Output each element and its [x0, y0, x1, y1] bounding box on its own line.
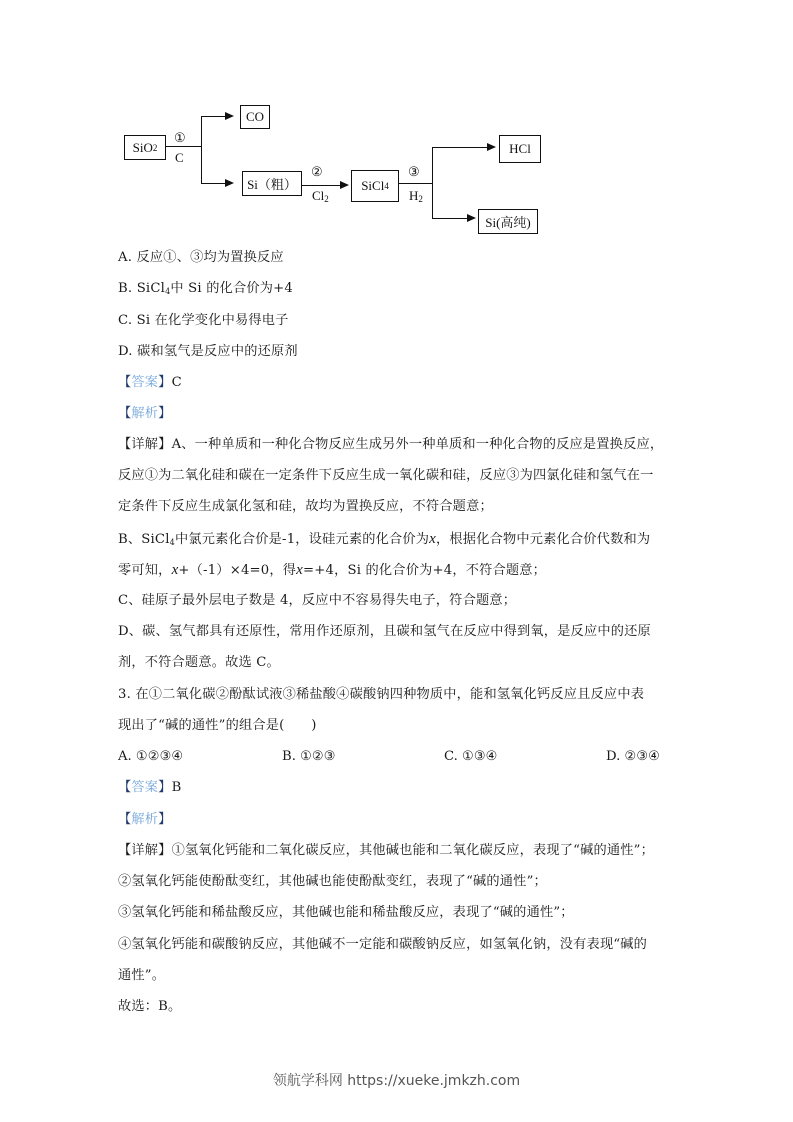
connector-line	[201, 183, 226, 184]
q3-option-a: A. ①②③④	[118, 749, 184, 764]
q2-detail-b-line1: B、SiCl4中氯元素化合价是-1，设硅元素的化合价为x，根据化合物中元素化合价代数和为	[118, 531, 651, 547]
q2-option-d: D. 碳和氢气是反应中的还原剂	[118, 344, 298, 359]
connector-line	[165, 146, 201, 147]
reaction-flow-diagram	[0, 0, 793, 250]
q2-detail-c: C、硅原子最外层电子数是 4，反应中不容易得失电子，符合题意；	[118, 593, 517, 608]
connector-line	[432, 147, 433, 218]
arrow-icon	[467, 214, 476, 222]
connector-line	[432, 147, 488, 148]
connector-line	[201, 116, 226, 117]
node-si-pure: Si(高纯)	[478, 209, 538, 234]
q2-option-c: C. Si 在化学变化中易得电子	[118, 313, 289, 328]
connector-line	[201, 116, 202, 183]
q3-detail-line: ④氢氧化钙能和碳酸钠反应，其他碱不一定能和碳酸钠反应，如氢氧化钠，没有表现“碱的	[118, 937, 648, 952]
q2-detail-line: 定条件下反应生成氯化氢和硅，故均为置换反应，不符合题意；	[118, 499, 493, 514]
q2-detail-line: 【详解】A、一种单质和一种化合物反应生成另外一种单质和一种化合物的反应是置换反应，	[118, 437, 664, 452]
node-co: CO	[240, 105, 270, 129]
q3-stem-line2: 现出了“碱的通性”的组合是( )	[118, 718, 317, 733]
answer-label: 答案	[131, 780, 159, 795]
step1-reagent: C	[175, 150, 184, 165]
q3-answer: 【答案】B	[118, 780, 182, 795]
answer-value: B	[171, 780, 182, 795]
step1-number: ①	[174, 130, 186, 145]
q3-detail-line: 【详解】①氢氧化钙能和二氧化碳反应，其他碱也能和二氧化碳反应，表现了“碱的通性”；	[118, 843, 655, 858]
q3-option-c: C. ①③④	[444, 749, 498, 764]
footer-watermark: 领航学科网 https://xueke.jmkzh.com	[272, 1073, 521, 1089]
node-hcl: HCl	[499, 135, 541, 163]
q2-detail-b-line2: 零可知，x+（-1）×4=0，得x=+4，Si 的化合价为+4，不符合题意；	[118, 562, 547, 578]
q3-option-b: B. ①②③	[282, 749, 336, 764]
arrow-icon	[225, 112, 234, 120]
detail-label: 【详解】	[118, 843, 172, 858]
connector-line	[432, 218, 468, 219]
q3-detail-line: ②氢氧化钙能使酚酞变红，其他碱也能使酚酞变红，表现了“碱的通性”；	[118, 874, 547, 889]
detail-label: 【详解】	[118, 437, 172, 452]
q3-option-d: D. ②③④	[606, 749, 660, 764]
arrow-icon	[225, 179, 234, 187]
connector-line	[398, 183, 432, 184]
q3-detail-line: ③氢氧化钙能和稀盐酸反应，其他碱也能和稀盐酸反应，表现了“碱的通性”；	[118, 905, 574, 920]
q2-detail-d-line1: D、碳、氢气都具有还原性，常用作还原剂，且碳和氢气在反应中得到氧，是反应中的还原	[118, 624, 651, 639]
node-si-crude: Si（粗）	[242, 171, 302, 196]
q3-detail-line: 通性”。	[118, 968, 166, 983]
q2-detail-d-line2: 剂，不符合题意。故选 C。	[118, 655, 280, 670]
answer-value: C	[171, 375, 182, 390]
q3-stem-line1: 3. 在①二氧化碳②酚酞试液③稀盐酸④碳酸钠四种物质中，能和氢氧化钙反应且反应中表	[118, 687, 645, 702]
q3-analysis-heading: 【解析】	[118, 812, 172, 827]
q2-answer: 【答案】C	[118, 375, 182, 390]
step2-number: ②	[311, 164, 323, 179]
node-sio2: SiO 2	[124, 135, 166, 160]
answer-label: 答案	[131, 375, 159, 390]
q2-option-b: B. SiCl4中 Si 的化合价为+4	[118, 281, 293, 296]
connector-line	[301, 185, 341, 186]
step2-reagent: $Cl_2$	[312, 188, 329, 204]
q2-analysis-heading: 【解析】	[118, 406, 172, 421]
q2-option-a: A. 反应①、③均为置换反应	[118, 250, 284, 265]
step3-reagent: $H_2$	[409, 188, 423, 204]
node-sicl4: SiCl 4	[351, 170, 399, 202]
step3-number: ③	[408, 164, 420, 179]
q3-conclusion: 故选：B。	[118, 999, 182, 1014]
arrow-icon	[340, 181, 349, 189]
arrow-icon	[487, 143, 496, 151]
q2-detail-line: 反应①为二氧化硅和碳在一定条件下反应生成一氧化碳和硅，反应③为四氯化硅和氢气在一	[118, 468, 654, 483]
